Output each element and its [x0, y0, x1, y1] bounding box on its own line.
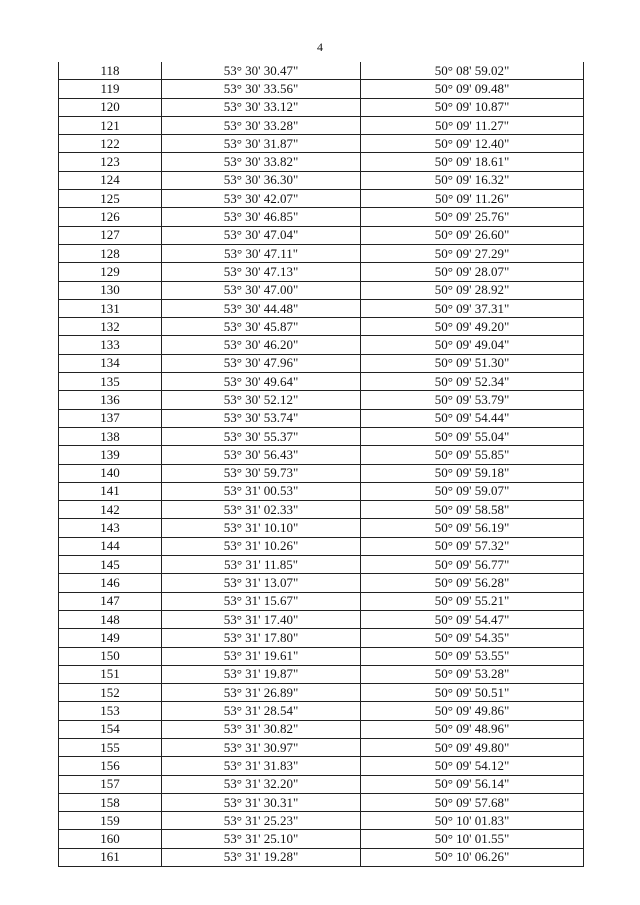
- latitude-cell: 53° 31' 19.61": [162, 647, 361, 665]
- table-row: [59, 647, 584, 665]
- point-number-cell: 134: [59, 354, 162, 372]
- table-row: [59, 80, 584, 98]
- point-number-cell: 124: [59, 171, 162, 189]
- latitude-cell: 53° 31' 30.31": [162, 793, 361, 811]
- latitude-cell: 53° 31' 19.28": [162, 848, 361, 866]
- point-number-cell: 158: [59, 793, 162, 811]
- point-number-cell: 161: [59, 848, 162, 866]
- point-number-cell: 128: [59, 244, 162, 262]
- point-number-cell: 122: [59, 135, 162, 153]
- longitude-cell: 50° 09' 52.34": [361, 373, 584, 391]
- point-number-cell: 152: [59, 684, 162, 702]
- longitude-cell: 50° 09' 49.04": [361, 336, 584, 354]
- latitude-cell: 53° 31' 11.85": [162, 556, 361, 574]
- table-row: [59, 373, 584, 391]
- latitude-cell: 53° 30' 31.87": [162, 135, 361, 153]
- table-row: [59, 610, 584, 628]
- table-row: [59, 775, 584, 793]
- table-row: [59, 391, 584, 409]
- table-row: [59, 665, 584, 683]
- longitude-cell: 50° 09' 53.55": [361, 647, 584, 665]
- latitude-cell: 53° 31' 25.10": [162, 830, 361, 848]
- longitude-cell: 50° 09' 57.32": [361, 537, 584, 555]
- point-number-cell: 118: [59, 62, 162, 80]
- table-row: [59, 812, 584, 830]
- longitude-cell: 50° 10' 01.83": [361, 812, 584, 830]
- latitude-cell: 53° 30' 33.28": [162, 116, 361, 134]
- point-number-cell: 131: [59, 299, 162, 317]
- point-number-cell: 142: [59, 501, 162, 519]
- point-number-cell: 144: [59, 537, 162, 555]
- table-row: [59, 830, 584, 848]
- longitude-cell: 50° 09' 54.35": [361, 629, 584, 647]
- longitude-cell: 50° 09' 59.18": [361, 464, 584, 482]
- table-row: [59, 98, 584, 116]
- longitude-cell: 50° 09' 25.76": [361, 208, 584, 226]
- point-number-cell: 126: [59, 208, 162, 226]
- table-row: [59, 501, 584, 519]
- latitude-cell: 53° 31' 30.97": [162, 738, 361, 756]
- latitude-cell: 53° 31' 30.82": [162, 720, 361, 738]
- longitude-cell: 50° 09' 58.58": [361, 501, 584, 519]
- longitude-cell: 50° 09' 51.30": [361, 354, 584, 372]
- latitude-cell: 53° 31' 00.53": [162, 482, 361, 500]
- latitude-cell: 53° 31' 25.23": [162, 812, 361, 830]
- longitude-cell: 50° 10' 01.55": [361, 830, 584, 848]
- longitude-cell: 50° 09' 56.28": [361, 574, 584, 592]
- table-row: [59, 793, 584, 811]
- table-row: [59, 464, 584, 482]
- latitude-cell: 53° 31' 17.80": [162, 629, 361, 647]
- latitude-cell: 53° 31' 32.20": [162, 775, 361, 793]
- point-number-cell: 151: [59, 665, 162, 683]
- latitude-cell: 53° 30' 46.85": [162, 208, 361, 226]
- longitude-cell: 50° 09' 28.92": [361, 281, 584, 299]
- table-row: [59, 629, 584, 647]
- latitude-cell: 53° 30' 59.73": [162, 464, 361, 482]
- point-number-cell: 132: [59, 318, 162, 336]
- latitude-cell: 53° 31' 13.07": [162, 574, 361, 592]
- table-row: [59, 354, 584, 372]
- latitude-cell: 53° 30' 47.04": [162, 226, 361, 244]
- latitude-cell: 53° 30' 33.82": [162, 153, 361, 171]
- table-row: [59, 62, 584, 80]
- point-number-cell: 143: [59, 519, 162, 537]
- table-row: [59, 226, 584, 244]
- longitude-cell: 50° 09' 09.48": [361, 80, 584, 98]
- latitude-cell: 53° 30' 47.11": [162, 244, 361, 262]
- table-row: [59, 848, 584, 866]
- latitude-cell: 53° 31' 10.10": [162, 519, 361, 537]
- longitude-cell: 50° 09' 53.79": [361, 391, 584, 409]
- longitude-cell: 50° 09' 54.12": [361, 757, 584, 775]
- longitude-cell: 50° 09' 49.80": [361, 738, 584, 756]
- longitude-cell: 50° 09' 54.44": [361, 409, 584, 427]
- table-row: [59, 519, 584, 537]
- longitude-cell: 50° 09' 26.60": [361, 226, 584, 244]
- longitude-cell: 50° 09' 27.29": [361, 244, 584, 262]
- point-number-cell: 155: [59, 738, 162, 756]
- table-row: [59, 171, 584, 189]
- latitude-cell: 53° 31' 19.87": [162, 665, 361, 683]
- table-row: [59, 482, 584, 500]
- point-number-cell: 148: [59, 610, 162, 628]
- point-number-cell: 123: [59, 153, 162, 171]
- longitude-cell: 50° 09' 56.19": [361, 519, 584, 537]
- table-row: [59, 556, 584, 574]
- point-number-cell: 160: [59, 830, 162, 848]
- point-number-cell: 135: [59, 373, 162, 391]
- latitude-cell: 53° 30' 46.20": [162, 336, 361, 354]
- coordinates-table: [58, 62, 584, 867]
- point-number-cell: 150: [59, 647, 162, 665]
- point-number-cell: 147: [59, 592, 162, 610]
- latitude-cell: 53° 30' 47.96": [162, 354, 361, 372]
- point-number-cell: 153: [59, 702, 162, 720]
- point-number-cell: 140: [59, 464, 162, 482]
- point-number-cell: 139: [59, 446, 162, 464]
- point-number-cell: 149: [59, 629, 162, 647]
- page-number: 4: [317, 40, 323, 54]
- point-number-cell: 141: [59, 482, 162, 500]
- latitude-cell: 53° 30' 42.07": [162, 190, 361, 208]
- point-number-cell: 127: [59, 226, 162, 244]
- latitude-cell: 53° 31' 15.67": [162, 592, 361, 610]
- longitude-cell: 50° 09' 53.28": [361, 665, 584, 683]
- table-row: [59, 592, 584, 610]
- table-row: [59, 135, 584, 153]
- latitude-cell: 53° 30' 56.43": [162, 446, 361, 464]
- longitude-cell: 50° 09' 55.04": [361, 427, 584, 445]
- longitude-cell: 50° 08' 59.02": [361, 62, 584, 80]
- latitude-cell: 53° 30' 47.13": [162, 263, 361, 281]
- latitude-cell: 53° 30' 53.74": [162, 409, 361, 427]
- point-number-cell: 125: [59, 190, 162, 208]
- latitude-cell: 53° 30' 33.12": [162, 98, 361, 116]
- longitude-cell: 50° 09' 56.14": [361, 775, 584, 793]
- longitude-cell: 50° 09' 55.21": [361, 592, 584, 610]
- table-row: [59, 720, 584, 738]
- longitude-cell: 50° 09' 55.85": [361, 446, 584, 464]
- longitude-cell: 50° 09' 49.20": [361, 318, 584, 336]
- longitude-cell: 50° 10' 06.26": [361, 848, 584, 866]
- table-row: [59, 702, 584, 720]
- latitude-cell: 53° 30' 45.87": [162, 318, 361, 336]
- table-row: [59, 409, 584, 427]
- longitude-cell: 50° 09' 10.87": [361, 98, 584, 116]
- table-row: [59, 299, 584, 317]
- latitude-cell: 53° 31' 10.26": [162, 537, 361, 555]
- latitude-cell: 53° 30' 30.47": [162, 62, 361, 80]
- point-number-cell: 136: [59, 391, 162, 409]
- point-number-cell: 119: [59, 80, 162, 98]
- latitude-cell: 53° 30' 55.37": [162, 427, 361, 445]
- latitude-cell: 53° 31' 26.89": [162, 684, 361, 702]
- table-row: [59, 757, 584, 775]
- longitude-cell: 50° 09' 11.27": [361, 116, 584, 134]
- point-number-cell: 156: [59, 757, 162, 775]
- longitude-cell: 50° 09' 49.86": [361, 702, 584, 720]
- point-number-cell: 130: [59, 281, 162, 299]
- longitude-cell: 50° 09' 18.61": [361, 153, 584, 171]
- latitude-cell: 53° 31' 17.40": [162, 610, 361, 628]
- point-number-cell: 129: [59, 263, 162, 281]
- longitude-cell: 50° 09' 28.07": [361, 263, 584, 281]
- latitude-cell: 53° 31' 28.54": [162, 702, 361, 720]
- point-number-cell: 159: [59, 812, 162, 830]
- point-number-cell: 146: [59, 574, 162, 592]
- point-number-cell: 120: [59, 98, 162, 116]
- table-row: [59, 116, 584, 134]
- point-number-cell: 133: [59, 336, 162, 354]
- table-row: [59, 537, 584, 555]
- longitude-cell: 50° 09' 57.68": [361, 793, 584, 811]
- table-row: [59, 336, 584, 354]
- latitude-cell: 53° 30' 36.30": [162, 171, 361, 189]
- coordinates-table-body: [59, 62, 584, 867]
- point-number-cell: 145: [59, 556, 162, 574]
- point-number-cell: 137: [59, 409, 162, 427]
- table-row: [59, 684, 584, 702]
- longitude-cell: 50° 09' 59.07": [361, 482, 584, 500]
- longitude-cell: 50° 09' 50.51": [361, 684, 584, 702]
- longitude-cell: 50° 09' 48.96": [361, 720, 584, 738]
- longitude-cell: 50° 09' 37.31": [361, 299, 584, 317]
- longitude-cell: 50° 09' 12.40": [361, 135, 584, 153]
- table-row: [59, 190, 584, 208]
- table-row: [59, 574, 584, 592]
- longitude-cell: 50° 09' 11.26": [361, 190, 584, 208]
- table-row: [59, 318, 584, 336]
- table-row: [59, 738, 584, 756]
- point-number-cell: 138: [59, 427, 162, 445]
- point-number-cell: 157: [59, 775, 162, 793]
- latitude-cell: 53° 30' 47.00": [162, 281, 361, 299]
- table-row: [59, 153, 584, 171]
- latitude-cell: 53° 31' 02.33": [162, 501, 361, 519]
- latitude-cell: 53° 30' 44.48": [162, 299, 361, 317]
- table-row: [59, 446, 584, 464]
- table-row: [59, 244, 584, 262]
- longitude-cell: 50° 09' 54.47": [361, 610, 584, 628]
- point-number-cell: 121: [59, 116, 162, 134]
- longitude-cell: 50° 09' 56.77": [361, 556, 584, 574]
- table-row: [59, 281, 584, 299]
- longitude-cell: 50° 09' 16.32": [361, 171, 584, 189]
- latitude-cell: 53° 30' 33.56": [162, 80, 361, 98]
- latitude-cell: 53° 30' 49.64": [162, 373, 361, 391]
- table-row: [59, 427, 584, 445]
- latitude-cell: 53° 30' 52.12": [162, 391, 361, 409]
- table-row: [59, 208, 584, 226]
- point-number-cell: 154: [59, 720, 162, 738]
- table-row: [59, 263, 584, 281]
- latitude-cell: 53° 31' 31.83": [162, 757, 361, 775]
